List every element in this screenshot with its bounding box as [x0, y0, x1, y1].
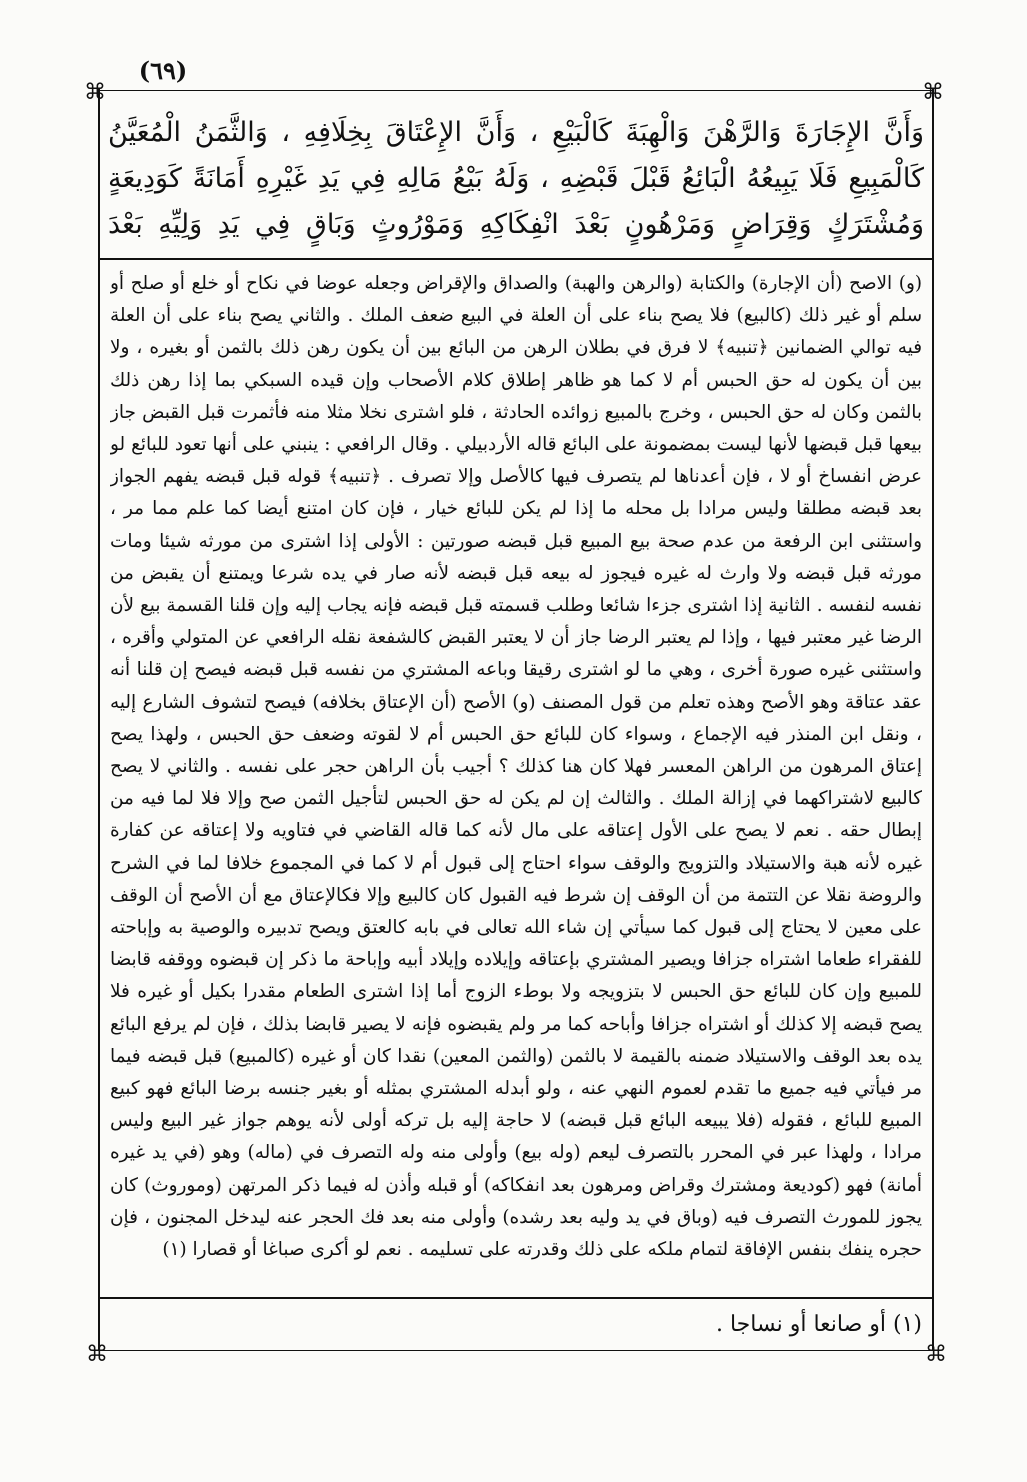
footnote-separator-rule [100, 1297, 932, 1299]
bottom-border-rule [100, 1350, 932, 1351]
right-border-rule [932, 89, 934, 1351]
corner-ornament-icon: ⌘ [84, 80, 106, 105]
main-text-paragraph: وَأَنَّ الإِجَارَةَ وَالرَّهْنَ وَالْهِبَةَ كَالْبَيْعِ ، وَأَنَّ الإِعْتَاقَ بِخِلَافِهِ ، وَالثَّمَنُ الْمُعَيَّنُ كَالْمَبِيعِ فَلَا يَبِيعُهُ الْبَائِعُ قَبْلَ قَبْضِهِ ، وَلَهُ بَيْعُ مَالِهِ فِي يَدِ غَيْرِهِ أَمَانَةً كَوَدِيعَةٍ وَمُشْتَرَكٍ وَقِرَاضٍ وَمَرْهُونٍ بَعْدَ انْفِكَاكِهِ وَمَوْرُوثٍ وَبَاقٍ فِي يَدِ وَلِيِّهِ بَعْدَ [108, 117, 924, 240]
top-border-rule [100, 90, 932, 91]
main-text [108, 110, 924, 252]
commentary-text [110, 268, 922, 1292]
corner-ornament-icon: ⌘ [922, 80, 944, 105]
commentary-paragraph: (و) الاصح (أن الإجارة) والكتابة (والرهن والهبة) والصداق والإقراض وجعله عوضا في نكاح أو خلع أو صلح أو سلم أو غير ذلك (كالبيع) فلا يصح بناء على أن العلة في البيع ضعف الملك . والثاني يصح بناء على أن العلة فيه توالي الضمانين ﴿تنبيه﴾ لا فرق في بطلان الرهن من البائع بين أن يكون رهن ذلك بالثمن أو بغيره ، ولا بين أن يكون له حق الحبس أم لا كما هو ظاهر إطلاق كلام الأصحاب وإن قيده السبكي بما إذا رهن ذلك بالثمن وكان له حق الحبس ، وخرج بالمبيع زوائده الحادثة ، فلو اشترى نخلا مثلا منه فأثمرت قبل القبض جاز بيعها قبل قبضها لأنها ليست بمضمونة على البائع قاله الأردبيلي . وقال الرافعي : ينبني على أنها تعود للبائع لو عرض انفساخ أو لا ، فإن أعدناها لم يتصرف فيها كالأصل وإلا تصرف . ﴿تنبيه﴾ قوله قبل قبضه يفهم الجواز بعد قبضه مطلقا وليس مرادا بل محله ما إذا لم يكن للبائع خيار ، فإن كان امتنع أيضا كما علم مما مر ، واستثنى ابن الرفعة من عدم صحة بيع المبيع قبل قبضه صورتين : الأولى إذا اشترى من مورثه شيئا ومات مورثه قبل قبضه ولا وارث له غيره فيجوز له بيعه قبل قبضه لأنه صار في يده شرعا ويمتنع أن يقبض من نفسه لنفسه . الثانية إذا اشترى جزءا شائعا وطلب قسمته قبل قبضه فإنه يجاب إليه وإن قلنا القسمة بيع لأن الرضا غير معتبر فيها ، وإذا لم يعتبر الرضا جاز أن لا يعتبر القبض كالشفعة نقله الرافعي عن المتولي وأقره ، واستثنى غيره صورة أخرى ، وهي ما لو اشترى رقيقا وباعه المشتري من نفسه قبل قبضه فيصح إن قلنا أنه عقد عتاقة وهو الأصح وهذه تعلم من قول المصنف (و) الأصح (أن الإعتاق بخلافه) فيصح لتشوف الشارع إليه ، ونقل ابن المنذر فيه الإجماع ، وسواء كان للبائع حق الحبس أم لا لقوته وضعف حق الحبس ، ولهذا يصح إعتاق المرهون من الراهن المعسر فهلا كان هنا كذلك ؟ أجيب بأن الراهن حجر على نفسه . والثاني لا يصح كالبيع لاشتراكهما في إزالة الملك . والثالث إن لم يكن له حق الحبس لتأجيل الثمن صح وإلا فلا لما فيه من إبطال حقه . نعم لا يصح على الأول إعتاقه على مال لأنه كما قاله القاضي في فتاويه ولا إعتاقه عن كفارة غيره لأنه هبة والاستيلاد والتزويج والوقف سواء احتاج إلى قبول أم لا كما في المجموع خلافا لما في الشرح والروضة نقلا عن التتمة من أن الوقف إن شرط فيه القبول كان كالبيع وإلا فكالإعتاق مع أن الأصح أن الوقف على معين لا يحتاج إلى قبول كما سيأتي إن شاء الله تعالى في بابه كالعتق ويصح تدبيره والوصية به وإباحته للفقراء طعاما اشتراه جزافا ويصير المشتري بإعتاقه وإيلاده وإيلاد أبيه وإباحة ما ذكر إن قبضوه ووقفه قابضا للمبيع وإن كان للبائع حق الحبس لا بتزويجه ولا بوطء الزوج أما إذا اشترى الطعام مقدرا بكيل أو غيره فلا يصح قبضه إلا كذلك أو اشتراه جزافا وأباحه كما مر ولم يقبضوه فإنه لا يصير قابضا بذلك ، فإن لم يرفع البائع يده بعد الوقف والاستيلاد ضمنه بالقيمة لا بالثمن (والثمن المعين) نقدا كان أو غيره (كالمبيع) قبل قبضه فيما مر فيأتي فيه جميع ما تقدم لعموم النهي عنه ، ولو أبدله المشتري بمثله أو بغير جنسه برضا البائع فهو كبيع المبيع للبائع ، فقوله (فلا يبيعه البائع قبل قبضه) لا حاجة إليه بل تركه أولى لأنه يوهم جواز غير البيع وليس مرادا ، ولهذا عبر في المحرر بالتصرف ليعم (وله بيع) وأولى منه وله التصرف في (ماله) وهو (في يد غيره أمانة) فهو (كوديعة ومشترك وقراض ومرهون بعد انفكاكه) أو قبله وأذن له فيما ذكر المرتهن (وموروث) كان يجوز للمورث التصرف فيه (وباق في يد وليه بعد رشده) وأولى منه بعد فك الحجر عنه ليدخل المجنون ، فإن حجره ينفك بنفس الإفاقة لتمام ملكه على ذلك وقدرته على تسليمه . نعم لو أكرى صباغا أو قصارا (١) [110, 273, 922, 1261]
footnote: (١) أو صانعا أو نساجا . [715, 1312, 922, 1337]
corner-ornament-icon: ⌘ [86, 1342, 108, 1367]
separator-rule [100, 258, 932, 260]
page-number: (٦٩) [138, 56, 188, 85]
left-border-rule [98, 89, 100, 1351]
corner-ornament-icon: ⌘ [925, 1342, 947, 1367]
